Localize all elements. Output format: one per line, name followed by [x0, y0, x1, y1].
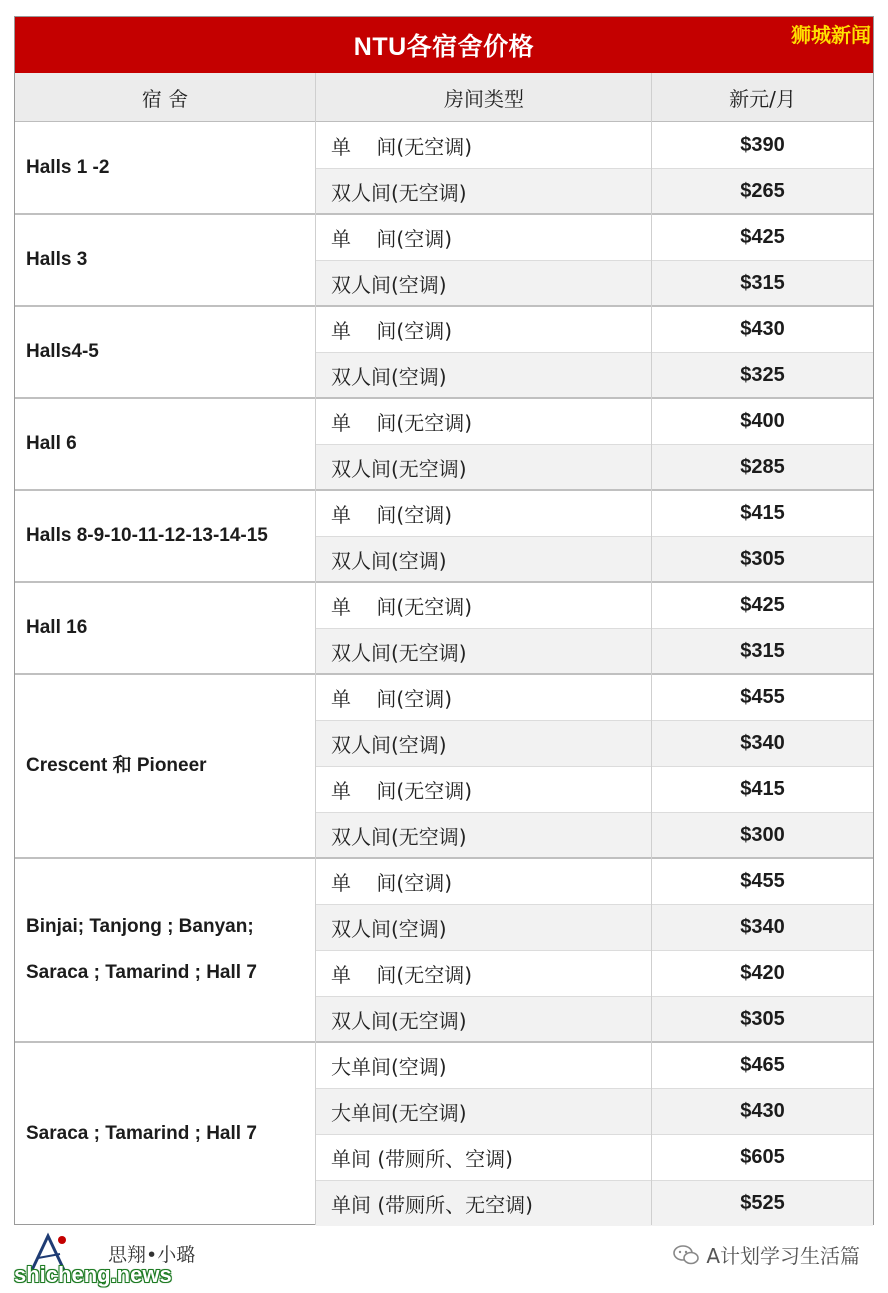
- room-type: 双人间(空调): [331, 732, 447, 757]
- header-hall: 宿 舍: [141, 86, 189, 111]
- monthly-price: $425: [740, 593, 785, 616]
- monthly-price: $300: [740, 823, 785, 846]
- table-row: [316, 536, 873, 582]
- room-type: 单 间(空调): [331, 870, 453, 895]
- table-row: [316, 122, 873, 168]
- table-row: [316, 628, 873, 674]
- row-divider: [316, 720, 873, 721]
- row-divider: [316, 536, 873, 537]
- room-type: 单 间(无空调): [331, 962, 473, 987]
- room-type: 单 间(空调): [331, 226, 453, 251]
- room-type: 大单间(空调): [331, 1054, 447, 1079]
- hall-name: Hall 16: [26, 617, 88, 638]
- row-divider: [316, 904, 873, 905]
- table-row: [316, 306, 873, 352]
- hall-name-cell: [15, 858, 315, 1042]
- hall-name-cell: [15, 490, 315, 582]
- table-row: [316, 674, 873, 720]
- room-type: 双人间(无空调): [331, 456, 467, 481]
- hall-name: Hall 6: [26, 433, 77, 454]
- table-row: [316, 996, 873, 1042]
- monthly-price: $465: [740, 1053, 785, 1076]
- hall-name: Halls 3: [26, 249, 88, 270]
- monthly-price: $285: [740, 455, 785, 478]
- row-divider: [316, 1134, 873, 1135]
- table-row: [316, 904, 873, 950]
- hall-name-cell: [15, 122, 315, 214]
- monthly-price: $265: [740, 179, 785, 202]
- monthly-price: $340: [740, 915, 785, 938]
- monthly-price: $315: [740, 271, 785, 294]
- row-divider: [316, 352, 873, 353]
- hall-name-cell: [15, 1042, 315, 1226]
- row-divider: [316, 628, 873, 629]
- hall-name-cell: [15, 674, 315, 858]
- room-type: 双人间(无空调): [331, 640, 467, 665]
- monthly-price: $605: [740, 1145, 785, 1168]
- header-price: 新元/月: [729, 86, 796, 111]
- room-type: 单间 (带厕所、无空调): [331, 1192, 533, 1217]
- table-row: [316, 1134, 873, 1180]
- monthly-price: $415: [740, 501, 785, 524]
- row-divider: [316, 812, 873, 813]
- header-room-type: 房间类型: [444, 86, 524, 111]
- room-type: 单 间(无空调): [331, 594, 473, 619]
- hall-name: Halls 8-9-10-11-12-13-14-15: [26, 525, 268, 546]
- table-row: [316, 1042, 873, 1088]
- room-type: 双人间(无空调): [331, 824, 467, 849]
- table-row: [316, 444, 873, 490]
- monthly-price: $430: [740, 1099, 785, 1122]
- table-row: [316, 720, 873, 766]
- row-divider: [316, 168, 873, 169]
- monthly-price: $340: [740, 731, 785, 754]
- hall-name: Crescent 和 Pioneer: [26, 755, 207, 776]
- room-type: 单 间(空调): [331, 318, 453, 343]
- table-title-text: NTU各宿舍价格: [353, 33, 535, 61]
- table-row: [316, 168, 873, 214]
- row-divider: [316, 1088, 873, 1089]
- room-type: 单间 (带厕所、空调): [331, 1146, 513, 1171]
- wechat-icon: [672, 1244, 700, 1266]
- monthly-price: $455: [740, 685, 785, 708]
- table-row: [316, 858, 873, 904]
- room-type: 双人间(空调): [331, 272, 447, 297]
- table-row: [316, 1088, 873, 1134]
- monthly-price: $305: [740, 547, 785, 570]
- hall-name: Saraca ; Tamarind ; Hall 7: [26, 1123, 257, 1144]
- row-divider: [316, 444, 873, 445]
- monthly-price: $415: [740, 777, 785, 800]
- table-row: [316, 214, 873, 260]
- table-row: [316, 950, 873, 996]
- table-row: [316, 260, 873, 306]
- row-divider: [316, 1180, 873, 1181]
- monthly-price: $525: [740, 1191, 785, 1214]
- hall-name-cell: [15, 306, 315, 398]
- site-watermark: shicheng.news: [14, 1262, 172, 1287]
- room-type: 双人间(空调): [331, 364, 447, 389]
- table-row: [316, 766, 873, 812]
- hall-name: Binjai; Tanjong ; Banyan;: [26, 916, 254, 937]
- table-row: [316, 812, 873, 858]
- monthly-price: $425: [740, 225, 785, 248]
- row-divider: [316, 950, 873, 951]
- hall-name: Halls4-5: [26, 341, 99, 362]
- hall-name: Halls 1 -2: [26, 157, 110, 178]
- row-divider: [316, 996, 873, 997]
- table-title: [15, 17, 873, 73]
- row-divider: [316, 766, 873, 767]
- hall-name-cell: [15, 582, 315, 674]
- column-divider: [651, 73, 652, 1225]
- monthly-price: $400: [740, 409, 785, 432]
- table-header: [15, 73, 873, 122]
- watermark-stamp: 狮城新闻: [791, 23, 871, 47]
- monthly-price: $305: [740, 1007, 785, 1030]
- room-type: 单 间(空调): [331, 502, 453, 527]
- wechat-account-name: A计划学习生活篇: [706, 1244, 860, 1268]
- room-type: 单 间(无空调): [331, 134, 473, 159]
- monthly-price: $390: [740, 133, 785, 156]
- monthly-price: $420: [740, 961, 785, 984]
- room-type: 双人间(无空调): [331, 180, 467, 205]
- room-type: 双人间(空调): [331, 548, 447, 573]
- table-row: [316, 582, 873, 628]
- monthly-price: $315: [740, 639, 785, 662]
- table-row: [316, 490, 873, 536]
- footer: [0, 1226, 888, 1293]
- room-type: 单 间(无空调): [331, 410, 473, 435]
- row-divider: [316, 260, 873, 261]
- table-row: [316, 398, 873, 444]
- monthly-price: $325: [740, 363, 785, 386]
- monthly-price: $430: [740, 317, 785, 340]
- room-type: 双人间(无空调): [331, 1008, 467, 1033]
- brand-name: 思翔•小璐: [108, 1244, 196, 1266]
- room-type: 大单间(无空调): [331, 1100, 467, 1125]
- room-type: 单 间(空调): [331, 686, 453, 711]
- wechat-account: [672, 1240, 860, 1269]
- room-type: 单 间(无空调): [331, 778, 473, 803]
- column-divider: [315, 73, 316, 1225]
- hall-name-cell: [15, 398, 315, 490]
- monthly-price: $455: [740, 869, 785, 892]
- table-row: [316, 352, 873, 398]
- table-row: [316, 1180, 873, 1226]
- room-type: 双人间(空调): [331, 916, 447, 941]
- hall-name-cell: [15, 214, 315, 306]
- hall-name: Saraca ; Tamarind ; Hall 7: [26, 962, 257, 983]
- price-table: [14, 16, 874, 1225]
